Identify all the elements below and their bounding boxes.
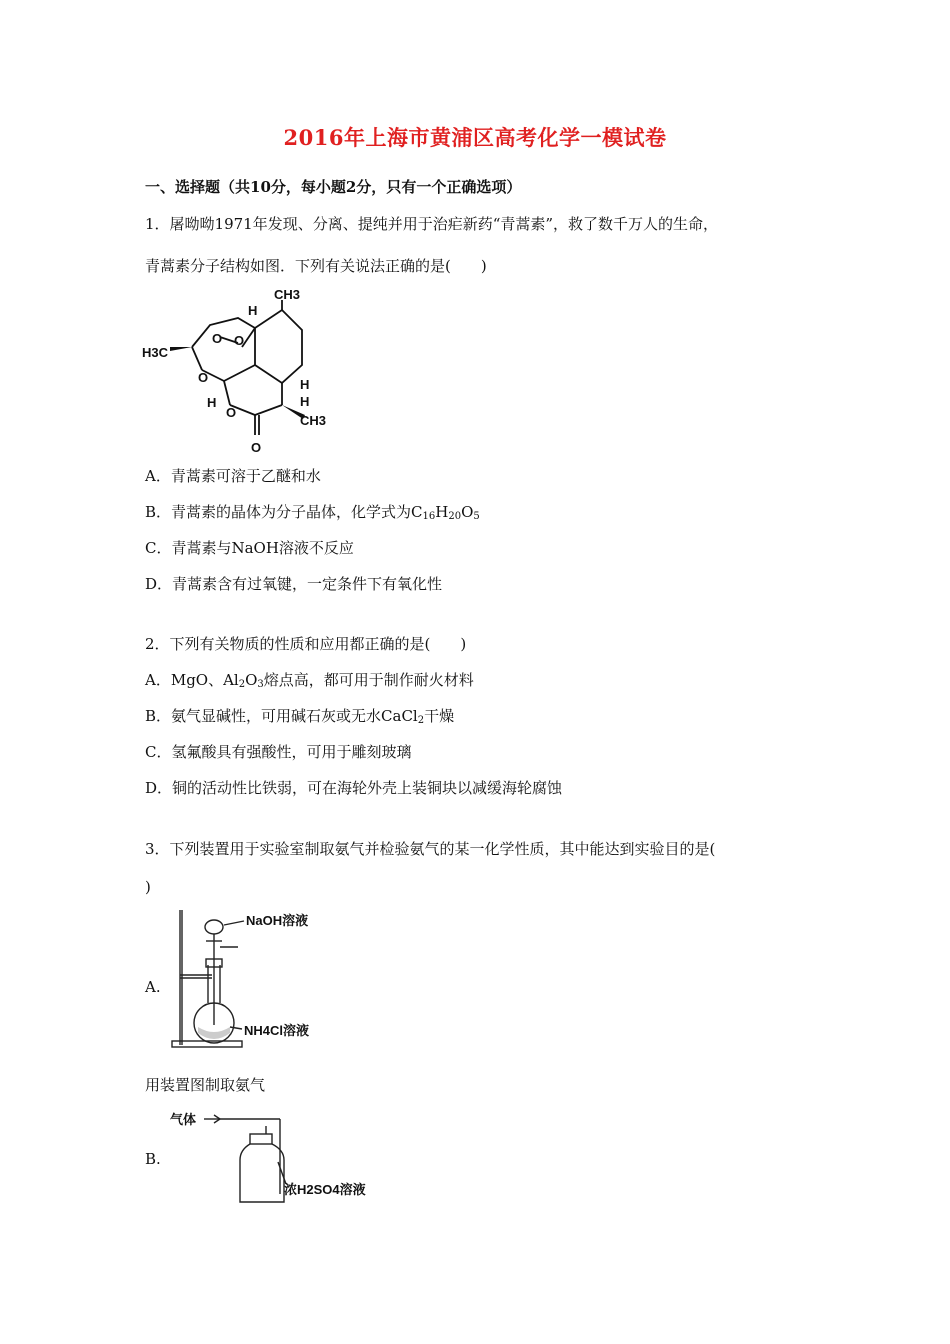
q3-option-a-description: 用装置图制取氨气 <box>145 1076 266 1094</box>
label-naoh-solution: NaOH溶液 <box>246 913 309 928</box>
q2-option-a[interactable] <box>145 669 474 690</box>
q3-option-a-label[interactable]: A. <box>145 978 161 996</box>
label-h-left: H <box>207 395 217 410</box>
artemisinin-structure <box>140 285 340 465</box>
q2-option-c[interactable]: C．氢氟酸具有强酸性，可用于雕刻玻璃 <box>145 743 412 761</box>
q2-option-b-sub: 2 <box>417 715 425 726</box>
q1-option-b-sub2: 20 <box>448 511 462 522</box>
q1-option-b[interactable] <box>145 501 480 522</box>
q1-option-a[interactable]: A．青蒿素可溶于乙醚和水 <box>145 467 321 485</box>
q2-option-a-sub1: 2 <box>238 679 246 690</box>
page-title: 2016年上海市黄浦区高考化学一模试卷 <box>283 125 667 150</box>
label-h-right2: H <box>300 394 310 409</box>
q1-option-d[interactable]: D．青蒿素含有过氧键，一定条件下有氧化性 <box>145 575 443 593</box>
q3-stem-line2: ) <box>145 878 151 896</box>
q2-option-b-text1: B．氨气显碱性，可用碱石灰或无水CaCl <box>145 707 418 725</box>
label-nh4cl-solution: NH4Cl溶液 <box>244 1023 310 1038</box>
q2-option-a-text1: A．MgO、Al <box>145 671 239 689</box>
label-h3c: H3C <box>142 345 169 360</box>
q1-stem-line2: 青蒿素分子结构如图．下列有关说法正确的是( ) <box>145 257 487 275</box>
q2-stem: 2．下列有关物质的性质和应用都正确的是( ) <box>145 635 467 653</box>
q2-option-a-text3: 熔点高，都可用于制作耐火材料 <box>263 671 474 689</box>
label-o3: O <box>198 370 209 385</box>
label-gas: 气体 <box>170 1112 197 1127</box>
q2-option-b[interactable] <box>145 705 454 726</box>
q1-option-c[interactable]: C．青蒿素与NaOH溶液不反应 <box>145 539 354 557</box>
label-o-bottom: O <box>251 440 262 455</box>
section-heading: 一、选择题（共10分，每小题2分，只有一个正确选项） <box>145 178 522 196</box>
label-h-right1: H <box>300 377 310 392</box>
q1-option-b-sub3: 5 <box>473 511 480 522</box>
q3-stem-line1: 3．下列装置用于实验室制取氨气并检验氨气的某一化学性质，其中能达到实验目的是( <box>145 840 716 858</box>
q2-option-a-text2: O <box>245 671 258 689</box>
label-o4: O <box>226 405 237 420</box>
q3-option-b-label[interactable]: B. <box>145 1150 161 1168</box>
q1-stem-line1: 1．屠呦呦1971年发现、分离、提纯并用于治疟新药“青蒿素”，救了数千万人的生命， <box>145 215 719 233</box>
q1-option-b-o: O <box>461 503 474 521</box>
q1-option-b-text: B．青蒿素的晶体为分子晶体，化学式为C <box>145 503 423 521</box>
label-o1: O <box>212 331 223 346</box>
q2-option-a-sub2: 3 <box>257 679 264 690</box>
q2-option-b-text2: 干燥 <box>424 707 455 725</box>
q2-option-d[interactable]: D．铜的活动性比铁弱，可在海轮外壳上装铜块以减缓海轮腐蚀 <box>145 779 563 797</box>
q1-option-b-sub1: 16 <box>422 511 436 522</box>
label-ch3-right: CH3 <box>300 413 327 428</box>
label-h2so4-solution: 浓H2SO4溶液 <box>284 1182 366 1197</box>
label-ch3-top: CH3 <box>274 287 301 302</box>
label-o2: O <box>234 333 245 348</box>
q1-option-b-h: H <box>435 503 449 521</box>
label-h-top: H <box>248 303 258 318</box>
apparatus-a-diagram <box>168 905 328 1053</box>
apparatus-b-diagram <box>168 1102 388 1212</box>
